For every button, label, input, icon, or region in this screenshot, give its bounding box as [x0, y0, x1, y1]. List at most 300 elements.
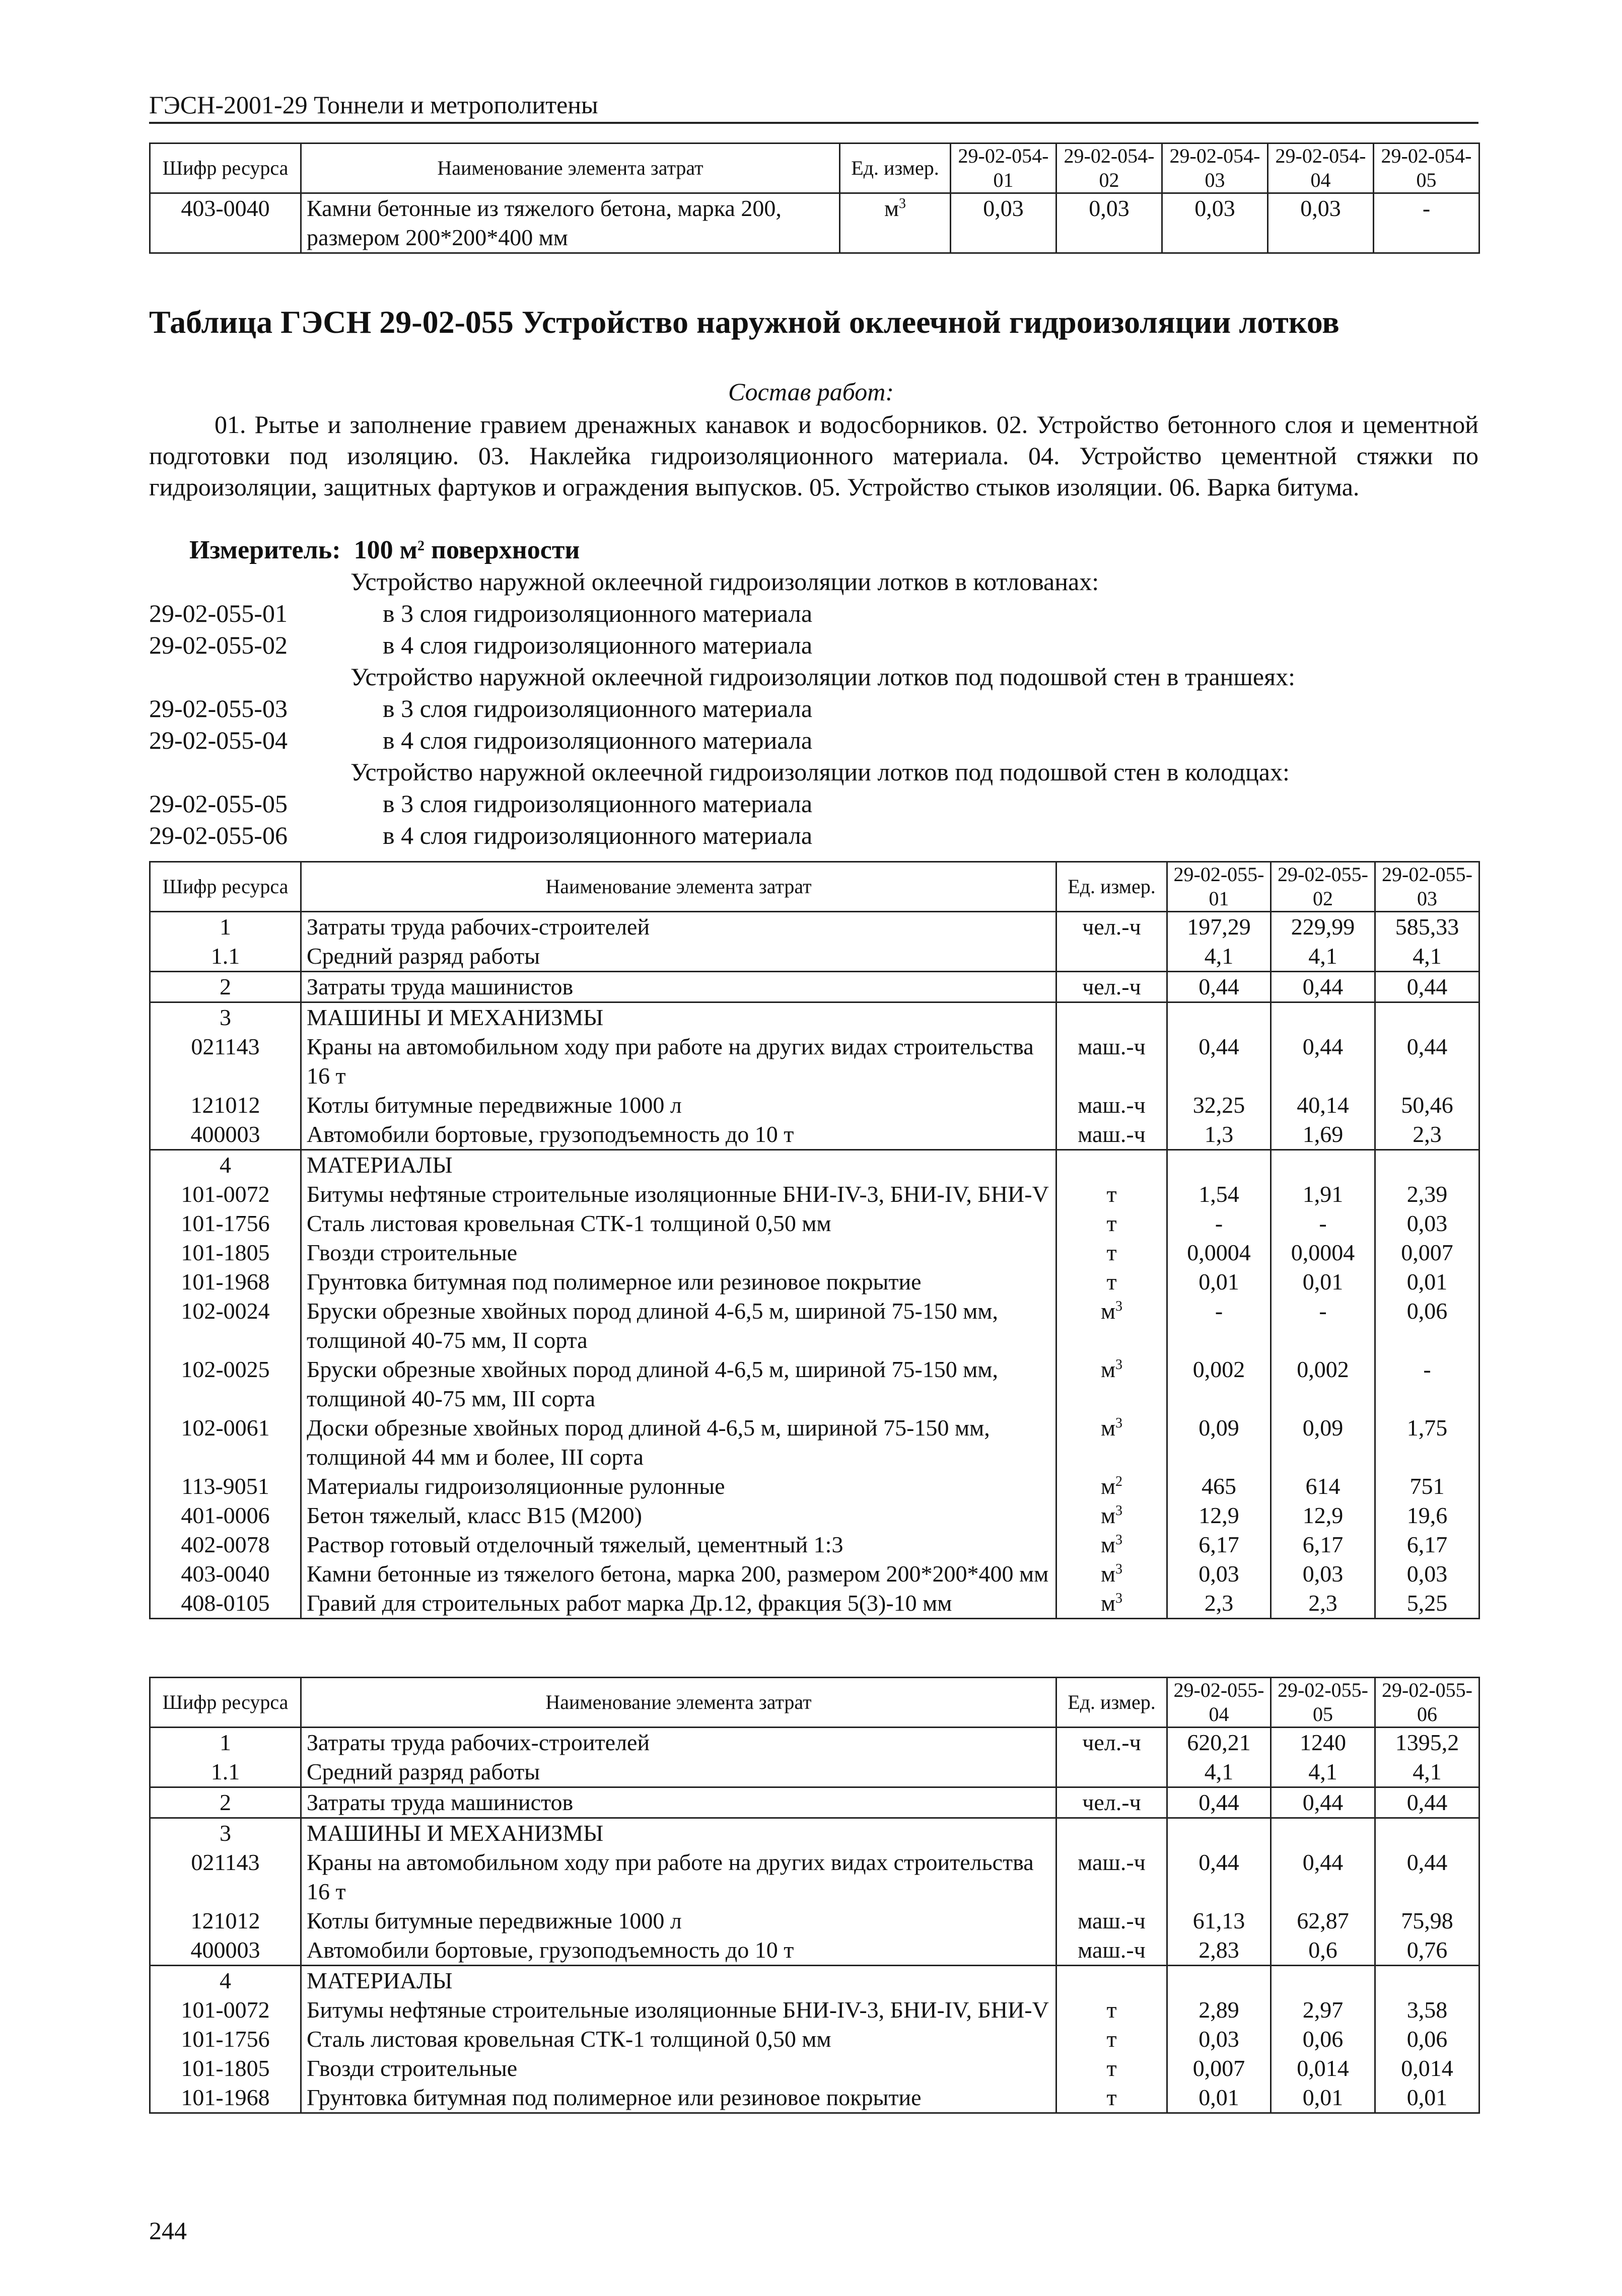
col-header-code: Шифр ресурса: [150, 144, 301, 193]
row-value: 4,1: [1167, 1757, 1271, 1787]
row-value: 32,25: [1167, 1091, 1271, 1120]
unit-superscript: 3: [1115, 1299, 1123, 1314]
row-unit: [1056, 1120, 1167, 1150]
row-value: 2,89: [1167, 1995, 1271, 2025]
meter-superscript: 2: [417, 538, 425, 554]
table-row: [150, 1530, 1479, 1559]
table-title: Таблица ГЭСН 29-02-055 Устройство наружной оклеечной гидроизоляции лотков: [149, 304, 1339, 340]
unit-superscript: 3: [1115, 1357, 1123, 1373]
row-name: Бруски обрезные хвойных пород длиной 4-6,5 м, шириной 75-150 мм, толщиной 40-75 мм, III сорта: [301, 1355, 1056, 1413]
unit-text: т: [1106, 1269, 1117, 1295]
row-unit: [1056, 1728, 1167, 1758]
row-name: Грунтовка битумная под полимерное или резиновое покрытие: [301, 1267, 1056, 1297]
meter-label: Измеритель:: [189, 536, 341, 564]
row-value: 61,13: [1167, 1906, 1271, 1935]
row-value: 0,014: [1375, 2054, 1479, 2083]
row-value: 75,98: [1375, 1906, 1479, 1935]
row-unit: [1056, 1501, 1167, 1530]
row-value: 2,3: [1167, 1589, 1271, 1619]
col-header-rate: 29-02-054-04: [1268, 144, 1374, 193]
row-unit: [1056, 912, 1167, 942]
row-unit: [1056, 1848, 1167, 1906]
row-name: Затраты труда рабочих-строителей: [301, 912, 1056, 942]
row-value: [1167, 1818, 1271, 1848]
row-code: 121012: [150, 1906, 301, 1935]
row-value: 751: [1375, 1472, 1479, 1501]
variant-code: 29-02-055-01: [149, 599, 288, 627]
variant-text: в 4 слоя гидроизоляционного материала: [383, 821, 813, 849]
row-value: 0,44: [1375, 1787, 1479, 1818]
table-row: [150, 2054, 1479, 2083]
variant-item: [149, 629, 1478, 661]
row-value: -: [1375, 1355, 1479, 1413]
row-value: 2,3: [1271, 1589, 1375, 1619]
table-row: [150, 912, 1479, 942]
row-name: Раствор готовый отделочный тяжелый, цементный 1:3: [301, 1530, 1056, 1559]
row-value: [1167, 1150, 1271, 1180]
row-value: 0,09: [1271, 1413, 1375, 1472]
variant-text: в 3 слоя гидроизоляционного материала: [383, 694, 813, 723]
row-value: 4,1: [1271, 1757, 1375, 1787]
row-value: 4,1: [1167, 942, 1271, 972]
row-name: Сталь листовая кровельная СТК-1 толщиной 0,50 мм: [301, 1209, 1056, 1238]
variant-text: в 4 слоя гидроизоляционного материала: [383, 631, 813, 659]
row-value: 0,002: [1167, 1355, 1271, 1413]
unit-text: т: [1106, 1997, 1117, 2023]
row-code: 2: [150, 1787, 301, 1818]
row-value: 4,1: [1375, 1757, 1479, 1787]
row-name: Грунтовка битумная под полимерное или резиновое покрытие: [301, 2083, 1056, 2113]
row-name: Камни бетонные из тяжелого бетона, марка 200, размером 200*200*400 мм: [301, 193, 840, 253]
row-name: Гвозди строительные: [301, 2054, 1056, 2083]
row-unit: [1056, 1297, 1167, 1355]
row-value: 0,002: [1271, 1355, 1375, 1413]
row-value: 0,44: [1271, 1787, 1375, 1818]
unit-superscript: 3: [1115, 1561, 1123, 1577]
row-unit: [1056, 2054, 1167, 2083]
table-row: [150, 1757, 1479, 1787]
row-value: -: [1271, 1297, 1375, 1355]
row-code: 1: [150, 1728, 301, 1758]
row-value: 0,03: [1167, 2025, 1271, 2054]
page-number: 244: [149, 2216, 187, 2245]
col-header-code: Шифр ресурса: [150, 1678, 301, 1728]
row-unit: [1056, 1032, 1167, 1091]
row-value: 0,09: [1167, 1413, 1271, 1472]
row-value: 6,17: [1271, 1530, 1375, 1559]
unit-text: т: [1106, 2026, 1117, 2052]
row-value: 0,03: [1268, 193, 1374, 253]
unit-superscript: 2: [1115, 1474, 1123, 1489]
composition-label: Состав работ:: [728, 378, 894, 406]
row-name: Гвозди строительные: [301, 1238, 1056, 1267]
row-value: 1,69: [1271, 1120, 1375, 1150]
col-header-rate: 29-02-055-03: [1375, 862, 1479, 912]
row-name: Котлы битумные передвижные 1000 л: [301, 1091, 1056, 1120]
row-name: МАТЕРИАЛЫ: [301, 1966, 1056, 1996]
row-code: 101-1968: [150, 1267, 301, 1297]
row-name: Затраты труда рабочих-строителей: [301, 1728, 1056, 1758]
row-code: 1.1: [150, 1757, 301, 1787]
row-value: 197,29: [1167, 912, 1271, 942]
row-unit: [1056, 1818, 1167, 1848]
row-value: [1375, 1002, 1479, 1033]
col-header-unit: Ед. измер.: [1056, 1678, 1167, 1728]
row-code: 3: [150, 1818, 301, 1848]
unit-text: м: [1100, 1502, 1116, 1528]
row-name: Камни бетонные из тяжелого бетона, марка 200, размером 200*200*400 мм: [301, 1559, 1056, 1589]
row-value: 40,14: [1271, 1091, 1375, 1120]
row-unit: [1056, 2083, 1167, 2113]
table-row: [150, 1355, 1479, 1413]
col-header-rate: 29-02-055-04: [1167, 1678, 1271, 1728]
row-value: 0,06: [1375, 2025, 1479, 2054]
row-value: 620,21: [1167, 1728, 1271, 1758]
variant-group-title: Устройство наружной оклеечной гидроизоляции лотков под подошвой стен в колодцах:: [350, 758, 1290, 786]
row-code: 101-1756: [150, 2025, 301, 2054]
row-value: 0,44: [1167, 1848, 1271, 1906]
row-unit: [1056, 1209, 1167, 1238]
col-header-rate: 29-02-054-02: [1056, 144, 1162, 193]
table-row: [150, 1413, 1479, 1472]
row-value: 0,01: [1271, 2083, 1375, 2113]
previous-table-fragment: [149, 142, 1480, 254]
row-unit: [1056, 1238, 1167, 1267]
row-name: Автомобили бортовые, грузоподъемность до 10 т: [301, 1935, 1056, 1966]
table-row: [150, 1787, 1479, 1818]
row-code: 101-1805: [150, 2054, 301, 2083]
col-header-code: Шифр ресурса: [150, 862, 301, 912]
table-row: [150, 1209, 1479, 1238]
col-header-rate: 29-02-055-01: [1167, 862, 1271, 912]
row-value: 0,6: [1271, 1935, 1375, 1966]
unit-text: т: [1106, 2055, 1117, 2081]
row-name: Котлы битумные передвижные 1000 л: [301, 1906, 1056, 1935]
row-value: 12,9: [1271, 1501, 1375, 1530]
row-value: 0,01: [1167, 2083, 1271, 2113]
col-header-unit: Ед. измер.: [1056, 862, 1167, 912]
col-header-unit: Ед. измер.: [840, 144, 951, 193]
row-unit: [1056, 1787, 1167, 1818]
unit-text: м: [1100, 1561, 1116, 1587]
row-value: 6,17: [1167, 1530, 1271, 1559]
row-code: 4: [150, 1966, 301, 1996]
row-value: [1271, 1150, 1375, 1180]
unit-text: чел.-ч: [1082, 1789, 1141, 1815]
row-unit: [1056, 942, 1167, 972]
col-header-name: Наименование элемента затрат: [301, 862, 1056, 912]
resource-table-01-03: [149, 861, 1480, 1619]
row-unit: [1056, 1267, 1167, 1297]
row-value: [1375, 1966, 1479, 1996]
unit-text: м: [1100, 1473, 1116, 1499]
col-header-rate: 29-02-055-06: [1375, 1678, 1479, 1728]
row-value: -: [1271, 1209, 1375, 1238]
row-unit: [1056, 1472, 1167, 1501]
col-header-rate: 29-02-055-05: [1271, 1678, 1375, 1728]
meter-line: [189, 535, 580, 566]
table-row: [150, 1297, 1479, 1355]
row-value: 0,44: [1167, 1787, 1271, 1818]
table-row: [150, 942, 1479, 972]
table-row: [150, 1472, 1479, 1501]
unit-text: т: [1106, 2085, 1117, 2110]
row-unit: [1056, 1530, 1167, 1559]
row-name: Битумы нефтяные строительные изоляционные БНИ-IV-3, БНИ-IV, БНИ-V: [301, 1180, 1056, 1209]
variant-group-title: Устройство наружной оклеечной гидроизоляции лотков в котлованах:: [350, 567, 1099, 596]
unit-text: м: [1100, 1356, 1116, 1382]
unit-text: т: [1106, 1181, 1117, 1207]
row-value: 0,44: [1375, 972, 1479, 1002]
unit-text: маш.-ч: [1078, 1937, 1146, 1963]
table-row: [150, 1728, 1479, 1758]
table-row: [150, 1002, 1479, 1033]
row-code: 400003: [150, 1935, 301, 1966]
row-value: 0,44: [1167, 972, 1271, 1002]
row-name: Битумы нефтяные строительные изоляционные БНИ-IV-3, БНИ-IV, БНИ-V: [301, 1995, 1056, 2025]
row-name: Доски обрезные хвойных пород длиной 4-6,5 м, шириной 75-150 мм, толщиной 44 мм и более, III сорта: [301, 1413, 1056, 1472]
row-value: 1240: [1271, 1728, 1375, 1758]
row-code: 3: [150, 1002, 301, 1033]
row-code: 2: [150, 972, 301, 1002]
unit-superscript: 3: [1115, 1591, 1123, 1606]
unit-text: м: [884, 195, 899, 221]
row-code: 1.1: [150, 942, 301, 972]
row-code: 021143: [150, 1848, 301, 1906]
col-header-name: Наименование элемента затрат: [301, 1678, 1056, 1728]
row-value: [1167, 1002, 1271, 1033]
row-value: 0,01: [1167, 1267, 1271, 1297]
row-name: Материалы гидроизоляционные рулонные: [301, 1472, 1056, 1501]
row-value: 0,03: [1375, 1559, 1479, 1589]
row-value: 0,06: [1375, 1297, 1479, 1355]
unit-text: т: [1106, 1240, 1117, 1265]
row-value: [1375, 1818, 1479, 1848]
table-row: [150, 1559, 1479, 1589]
row-value: 0,03: [1162, 193, 1268, 253]
row-value: 0,03: [1167, 1559, 1271, 1589]
variant-code: 29-02-055-03: [149, 694, 288, 723]
variant-text: в 3 слоя гидроизоляционного материала: [383, 599, 813, 627]
row-code: 102-0061: [150, 1413, 301, 1472]
row-value: 585,33: [1375, 912, 1479, 942]
col-header-rate: 29-02-055-02: [1271, 862, 1375, 912]
row-value: 0,007: [1167, 2054, 1271, 2083]
row-value: 0,06: [1271, 2025, 1375, 2054]
row-value: 50,46: [1375, 1091, 1479, 1120]
row-value: 5,25: [1375, 1589, 1479, 1619]
row-value: 1,3: [1167, 1120, 1271, 1150]
table-row: [150, 1150, 1479, 1180]
running-head: ГЭСН-2001-29 Тоннели и метрополитены: [149, 90, 1478, 124]
unit-text: маш.-ч: [1078, 1908, 1146, 1933]
unit-text: м: [1100, 1415, 1116, 1441]
unit-text: маш.-ч: [1078, 1121, 1146, 1147]
table-row: [150, 2083, 1479, 2113]
table-row: [150, 1966, 1479, 1996]
table-row: [150, 1267, 1479, 1297]
variant-code: 29-02-055-05: [149, 790, 288, 818]
row-value: 0,44: [1271, 1032, 1375, 1091]
resource-table-04-06: [149, 1677, 1480, 2114]
row-value: -: [1167, 1209, 1271, 1238]
unit-text: чел.-ч: [1082, 914, 1141, 940]
row-code: 400003: [150, 1120, 301, 1150]
unit-text: м: [1100, 1298, 1116, 1324]
row-code: 021143: [150, 1032, 301, 1091]
meter-value: 100 м: [354, 536, 418, 564]
unit-text: маш.-ч: [1078, 1034, 1146, 1059]
row-name: Средний разряд работы: [301, 942, 1056, 972]
row-value: [1271, 1818, 1375, 1848]
row-value: 0,01: [1375, 1267, 1479, 1297]
variant-text: в 3 слоя гидроизоляционного материала: [383, 790, 813, 818]
row-code: 101-0072: [150, 1995, 301, 2025]
table-row: [150, 1032, 1479, 1091]
unit-superscript: 3: [1115, 1415, 1123, 1431]
table-row: [150, 1589, 1479, 1619]
row-value: 2,3: [1375, 1120, 1479, 1150]
table-row: [150, 2025, 1479, 2054]
row-name: МАШИНЫ И МЕХАНИЗМЫ: [301, 1818, 1056, 1848]
row-value: 12,9: [1167, 1501, 1271, 1530]
row-name: Затраты труда машинистов: [301, 972, 1056, 1002]
row-name: Бруски обрезные хвойных пород длиной 4-6,5 м, шириной 75-150 мм, толщиной 40-75 мм, II сорта: [301, 1297, 1056, 1355]
row-code: 113-9051: [150, 1472, 301, 1501]
row-value: 0,44: [1271, 1848, 1375, 1906]
row-value: 0,03: [951, 193, 1056, 253]
table-row: [150, 193, 1479, 253]
row-value: 0,0004: [1167, 1238, 1271, 1267]
row-value: 2,83: [1167, 1935, 1271, 1966]
row-code: 408-0105: [150, 1589, 301, 1619]
row-unit: [1056, 1355, 1167, 1413]
unit-superscript: 3: [899, 196, 906, 211]
row-code: 403-0040: [150, 193, 301, 253]
unit-text: чел.-ч: [1082, 974, 1141, 999]
col-header-rate: 29-02-054-05: [1374, 144, 1479, 193]
row-unit: [1056, 1002, 1167, 1033]
row-value: 0,03: [1271, 1559, 1375, 1589]
variant-item: [149, 693, 1478, 725]
row-value: [1167, 1966, 1271, 1996]
row-code: 101-1756: [150, 1209, 301, 1238]
row-unit: [1056, 2025, 1167, 2054]
table-row: [150, 1935, 1479, 1966]
row-name: Средний разряд работы: [301, 1757, 1056, 1787]
row-code: 1: [150, 912, 301, 942]
row-value: [1271, 1002, 1375, 1033]
table-row: [150, 1848, 1479, 1906]
row-value: 0,03: [1056, 193, 1162, 253]
row-unit: [1056, 1180, 1167, 1209]
row-value: 1,91: [1271, 1180, 1375, 1209]
row-value: 0,0004: [1271, 1238, 1375, 1267]
row-code: 101-1805: [150, 1238, 301, 1267]
row-name: Краны на автомобильном ходу при работе на других видах строительства 16 т: [301, 1848, 1056, 1906]
unit-text: м: [1100, 1590, 1116, 1616]
row-name: Краны на автомобильном ходу при работе на других видах строительства 16 т: [301, 1032, 1056, 1091]
table-row: [150, 1818, 1479, 1848]
row-unit: [1056, 1091, 1167, 1120]
variant-item: [149, 598, 1478, 629]
row-unit: [1056, 972, 1167, 1002]
row-value: 19,6: [1375, 1501, 1479, 1530]
table-row: [150, 1120, 1479, 1150]
row-value: 2,97: [1271, 1995, 1375, 2025]
row-value: 0,76: [1375, 1935, 1479, 1966]
row-value: -: [1167, 1297, 1271, 1355]
meter-tail: поверхности: [425, 536, 580, 564]
row-value: 465: [1167, 1472, 1271, 1501]
row-value: 1,75: [1375, 1413, 1479, 1472]
row-value: 2,39: [1375, 1180, 1479, 1209]
row-unit: [1056, 1559, 1167, 1589]
row-value: 4,1: [1375, 942, 1479, 972]
unit-superscript: 3: [1115, 1503, 1123, 1519]
row-value: 6,17: [1375, 1530, 1479, 1559]
row-value: 0,44: [1271, 972, 1375, 1002]
row-value: 0,03: [1375, 1209, 1479, 1238]
row-code: 4: [150, 1150, 301, 1180]
col-header-name: Наименование элемента затрат: [301, 144, 840, 193]
variant-list: [149, 566, 1478, 851]
row-code: 101-1968: [150, 2083, 301, 2113]
variant-code: 29-02-055-04: [149, 726, 288, 754]
unit-text: чел.-ч: [1082, 1730, 1141, 1755]
row-value: 614: [1271, 1472, 1375, 1501]
table-row: [150, 1995, 1479, 2025]
row-unit: [1056, 1906, 1167, 1935]
row-value: 0,014: [1271, 2054, 1375, 2083]
variant-text: в 4 слоя гидроизоляционного материала: [383, 726, 813, 754]
row-unit: [1056, 1995, 1167, 2025]
table-row: [150, 1501, 1479, 1530]
row-value: [1375, 1150, 1479, 1180]
row-value: 1,54: [1167, 1180, 1271, 1209]
row-value: -: [1374, 193, 1479, 253]
row-name: Бетон тяжелый, класс B15 (M200): [301, 1501, 1056, 1530]
table-row: [150, 972, 1479, 1002]
row-value: 0,44: [1167, 1032, 1271, 1091]
unit-superscript: 3: [1115, 1532, 1123, 1548]
table-row: [150, 1238, 1479, 1267]
composition-text: 01. Рытье и заполнение гравием дренажных канавок и водосборников. 02. Устройство бетонного слоя и цементной подготовки под изоляцию. 03. Наклейка гидроизоляционного материала. 04. Устройство цементной стяжки по гидроизоляции, защитных фартуков и ограждения выпусков. 05. Устройство стыков изоляции. 06. Варка битума.: [149, 410, 1478, 501]
unit-text: т: [1106, 1210, 1117, 1236]
row-value: [1271, 1966, 1375, 1996]
row-unit: [1056, 1757, 1167, 1787]
row-value: 62,87: [1271, 1906, 1375, 1935]
row-value: 0,007: [1375, 1238, 1479, 1267]
row-unit: [1056, 1589, 1167, 1619]
row-name: МАШИНЫ И МЕХАНИЗМЫ: [301, 1002, 1056, 1033]
row-code: 121012: [150, 1091, 301, 1120]
row-value: 0,44: [1375, 1032, 1479, 1091]
row-unit: [1056, 1966, 1167, 1996]
table-row: [150, 1091, 1479, 1120]
table-row: [150, 1180, 1479, 1209]
row-value: 0,01: [1375, 2083, 1479, 2113]
row-code: 101-0072: [150, 1180, 301, 1209]
row-name: Гравий для строительных работ марка Др.12, фракция 5(3)-10 мм: [301, 1589, 1056, 1619]
row-unit: [1056, 1413, 1167, 1472]
row-name: МАТЕРИАЛЫ: [301, 1150, 1056, 1180]
row-name: Затраты труда машинистов: [301, 1787, 1056, 1818]
variant-item: [149, 725, 1478, 756]
col-header-rate: 29-02-054-01: [951, 144, 1056, 193]
row-unit: [840, 193, 951, 253]
variant-code: 29-02-055-02: [149, 631, 288, 659]
